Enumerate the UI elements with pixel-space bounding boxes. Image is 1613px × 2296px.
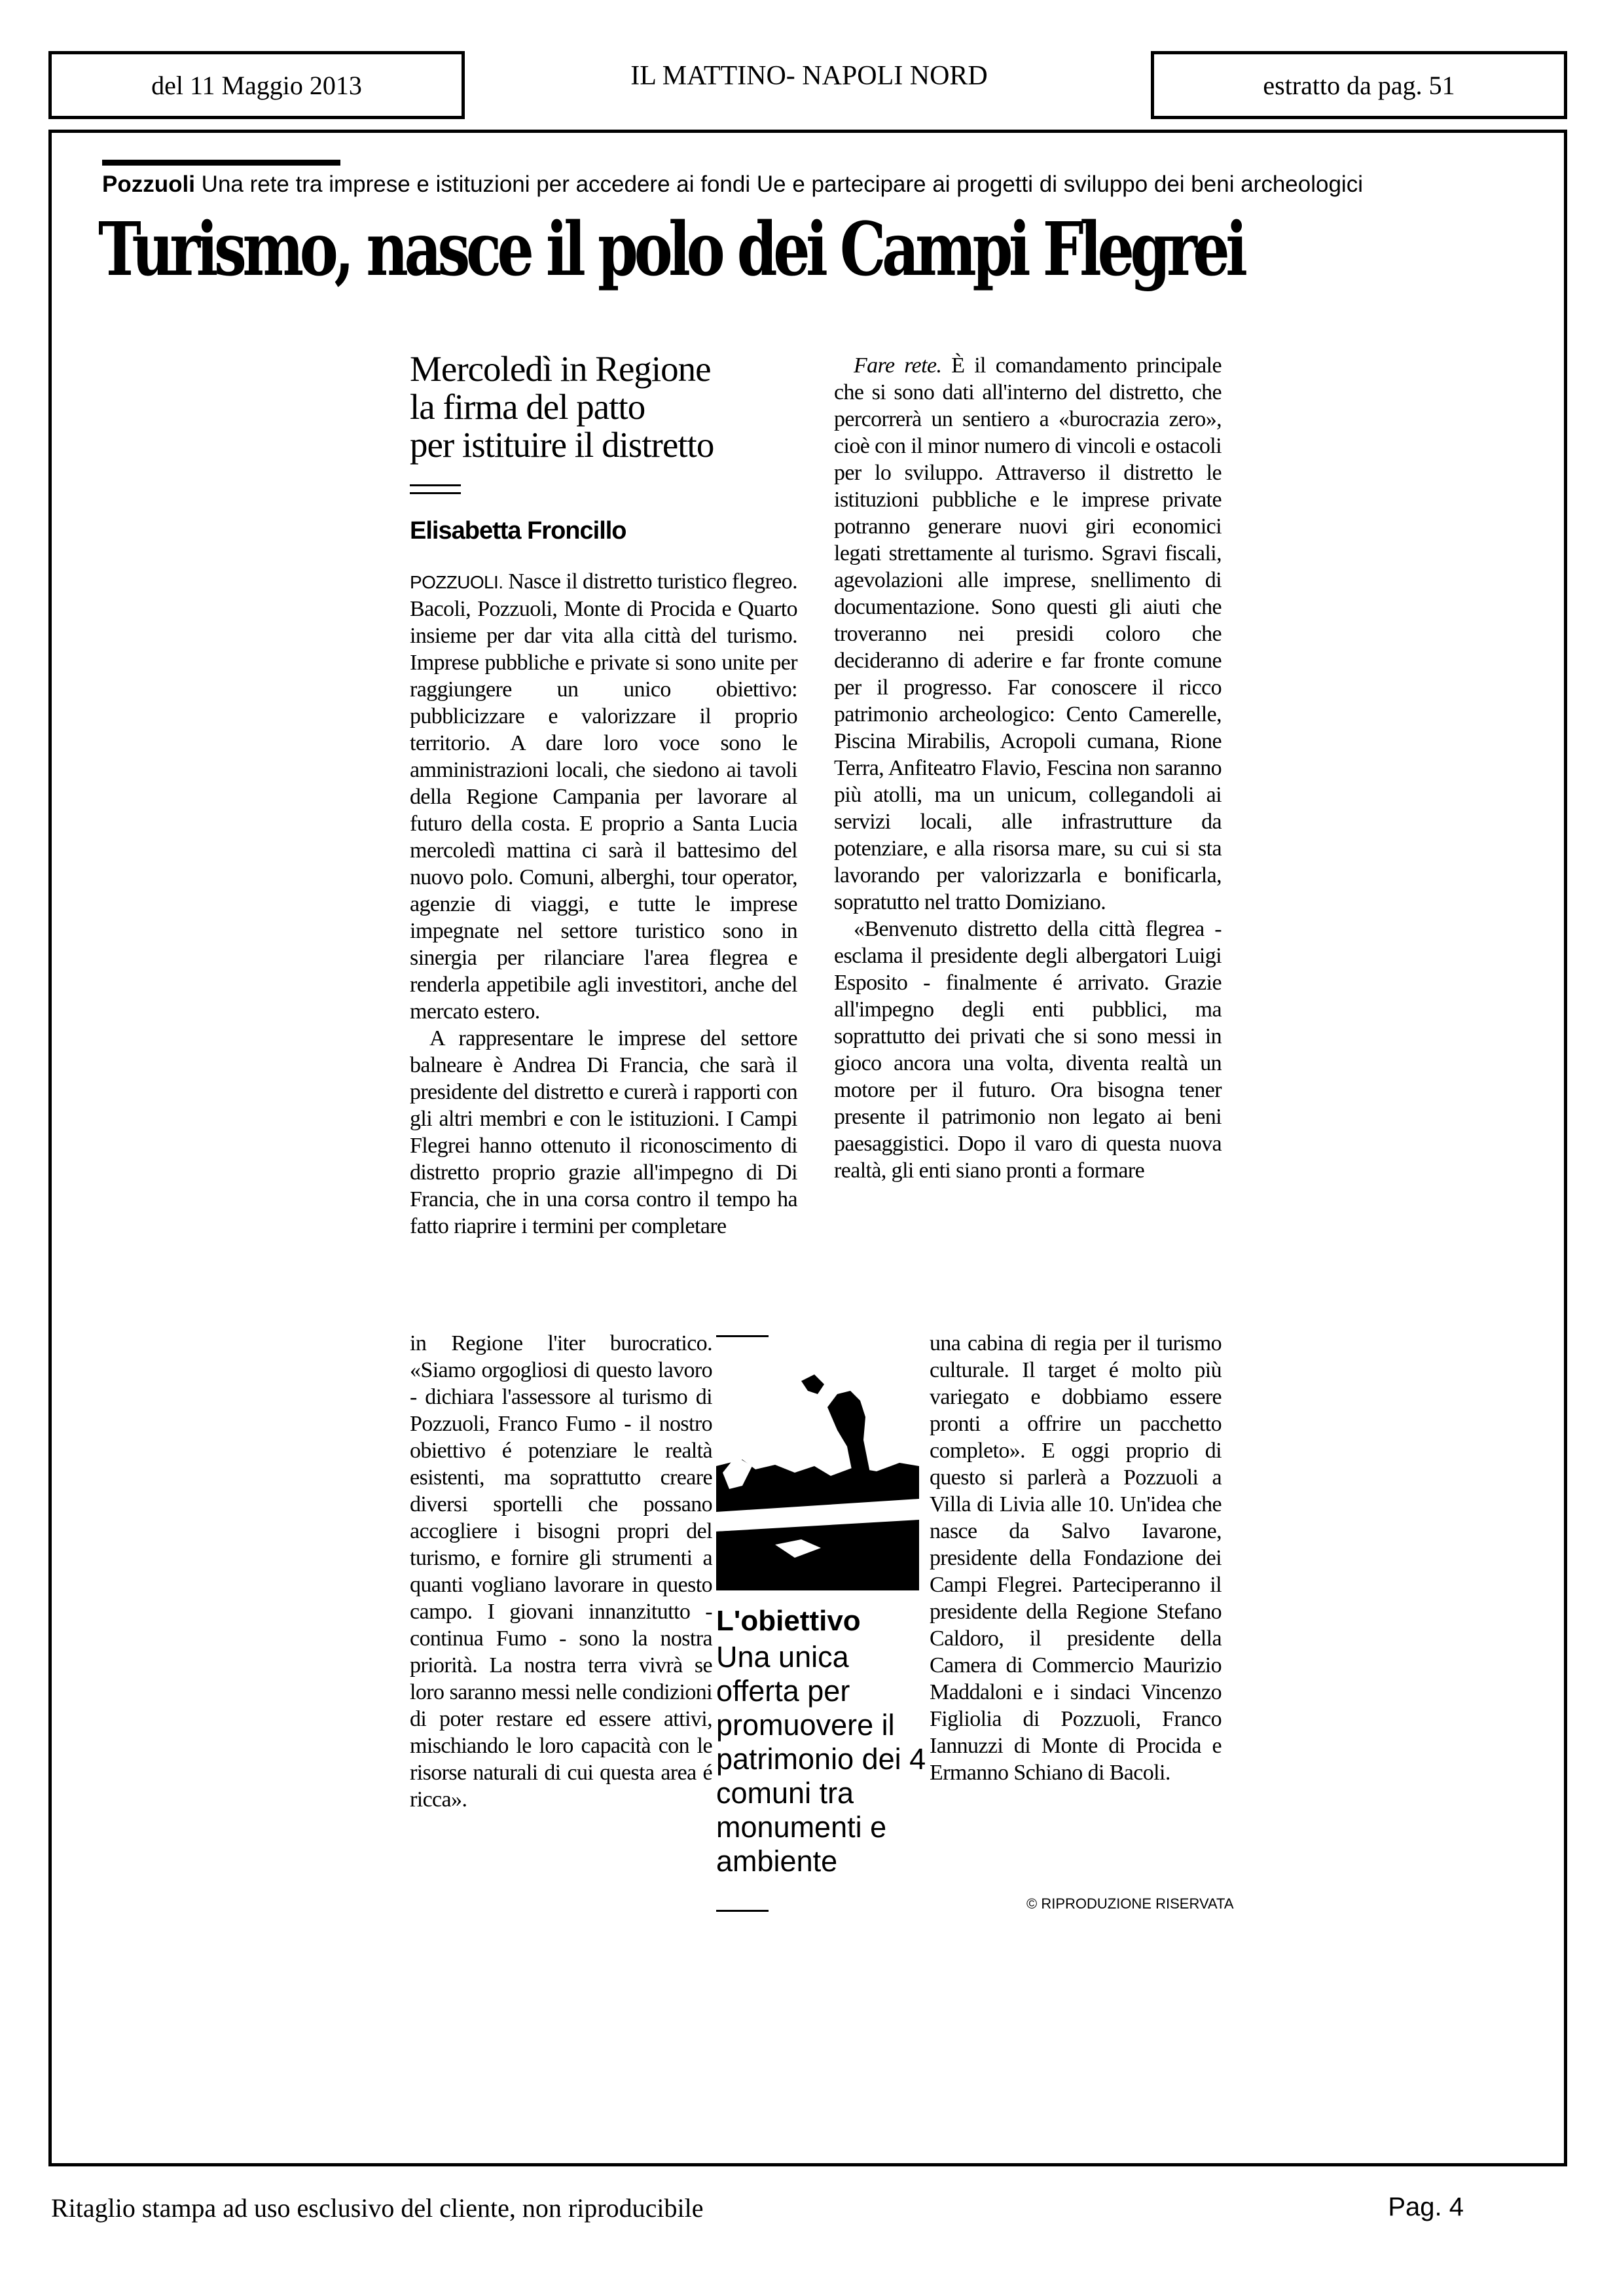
subhead-line: Mercoledì in Regione [410, 349, 711, 389]
dateline: POZZUOLI. [410, 572, 503, 592]
paragraph-text: Nasce il distretto turistico flegreo. Bacoli, Pozzuoli, Monte di Procida e Quarto insieme per dar vita alla città del turismo. Imprese pubbliche e private si sono unite per raggiungere un unico obiettivo: pubblicizzare e valorizzare il proprio territorio. A dare loro voce sono le amministrazioni locali, che siedono ai tavoli della Regione Campania per lavorare al futuro della costa. E proprio a Santa Lucia mercoledì mattina ci sarà il battesimo del nuovo polo. Comuni, alberghi, tour operator, agenzie di viaggi, e tutte le imprese impegnate nel settore turistico sono in sinergia per rilanciare l'area flegrea e renderla appetibile agli investitori, anche del mercato estero. [410, 569, 797, 1024]
column-2 [834, 352, 1222, 1184]
paragraph [410, 568, 797, 1025]
aside-rule [716, 1335, 769, 1337]
separator-rule [410, 492, 461, 494]
paragraph: in Regione l'iter burocratico. «Siamo orgogliosi di questo lavoro - dichiara l'assessore al turismo di Pozzuoli, Franco Fumo - il nostro obiettivo é potenziare le realtà esistenti, ma soprattutto creare diversi sportelli che possano accogliere i bisogni propri del turismo, e fornire gli strumenti a quanti vogliano lavorare in questo campo. I giovani innanzitutto - continua Fumo - sono la nostra priorità. La nostra terra vivrà se loro saranno messi nelle condizioni di poter restare ed essere attivi, mischiando le loro capacità con le risorse naturali di cui questa area é ricca». [410, 1331, 712, 1812]
aside-rule [716, 1910, 769, 1912]
column-1-continued [410, 1330, 712, 1813]
kicker-place: Pozzuoli [102, 171, 195, 197]
paragraph-text: È il comandamento principale che si sono dati all'interno del distretto, che percorrerà un sentiero a «burocrazia zero», cioè con il minor numero di vincoli e ostacoli per lo sviluppo. Attraverso il distretto le istituzioni pubbliche e le imprese private potranno generare nuovi giri economici legati strettamente al turismo. Sgravi fiscali, agevolazioni alle imprese, snellimento di documentazione. Sono questi gli aiuti che troveranno nei presidi coloro che decideranno di aderire e far fronte comune per il progresso. Far conoscere il ricco patrimonio archeologico: Cento Camerelle, Piscina Mirabilis, Acropoli cumana, Rione Terra, Anfiteatro Flavio, Fescina non saranno più atolli, ma un unicum, collegandoli ai servizi locali, alle infrastrutture da potenziare, e alla risorsa mare, su cui si sta lavorando per valorizzarla e bonificarla, sopratutto nel tratto Domiziano. [834, 353, 1222, 914]
aside-text: Una unica offerta per promuovere il patrimonio dei 4 comuni tra monumenti e ambiente [716, 1640, 926, 1878]
source-page: estratto da pag. 51 [1151, 51, 1567, 119]
footer-page-number: Pag. 4 [1388, 2193, 1464, 2221]
byline: Elisabetta Froncillo [410, 517, 626, 545]
lead-in: Fare rete. [854, 353, 942, 378]
subheadline [410, 350, 789, 464]
paragraph: una cabina di regia per il turismo culturale. Il target é molto più variegato e dobbiamo essere pronti a offrire un pacchetto completo». E oggi proprio di questo si parlerà a Pozzuoli a Villa di Livia alle 10. Un'idea che nasce da Salvo Iavarone, presidente della Fondazione dei Campi Flegrei. Parteciperanno il presidente della Regione Stefano Caldoro, il presidente della Camera di Commercio Maurizio Maddaloni e i sindaci Vincenzo Figliolia di Pozzuoli, Franco Iannuzzi di Monte di Procida e Ermanno Schiano di Bacoli. [930, 1331, 1222, 1785]
paragraph: A rappresentare le imprese del settore balneare è Andrea Di Francia, che sarà il presidente del distretto e curerà i rapporti con gli altri membri e con le istituzioni. I Campi Flegrei hanno ottenuto il riconoscimento di distretto proprio grazie all'impegno di Di Francia, che in una corsa contro il tempo ha fatto riaprire i termini per completare [410, 1026, 797, 1238]
headline: Turismo, nasce il polo dei Campi Flegrei [98, 207, 1244, 293]
kicker-text: Una rete tra imprese e istituzioni per accedere ai fondi Ue e partecipare ai progetti di sviluppo dei beni archeologici [194, 171, 1363, 197]
clip-date: del 11 Maggio 2013 [48, 51, 465, 119]
copyright-notice: © RIPRODUZIONE RISERVATA [1026, 1895, 1234, 1912]
separator-rule [410, 484, 461, 486]
paragraph [834, 352, 1222, 916]
kicker [102, 171, 1510, 198]
aside-title: L'obiettivo [716, 1605, 861, 1637]
column-2-continued [930, 1330, 1222, 1786]
article-photo [716, 1368, 919, 1590]
newspaper-source: IL MATTINO- NAPOLI NORD [630, 61, 988, 91]
subhead-line: per istituire il distretto [410, 425, 714, 465]
kicker-rule [102, 160, 340, 166]
paragraph: «Benvenuto distretto della città flegrea - esclama il presidente degli albergatori Luigi Esposito - finalmente é arrivato. Grazie all'impegno degli enti pubblici, ma soprattutto dei privati che si sono messi in gioco ancora una volta, diventa realtà un motore per il futuro. Ora bisogna tener presente il patrimonio non legato ai beni paesaggistici. Dopo il varo di questa nuova realtà, gli enti siano pronti a formare [834, 917, 1222, 1183]
footer-disclaimer: Ritaglio stampa ad uso esclusivo del cliente, non riproducibile [51, 2193, 704, 2223]
subhead-line: la firma del patto [410, 387, 645, 427]
column-1 [410, 568, 797, 1240]
